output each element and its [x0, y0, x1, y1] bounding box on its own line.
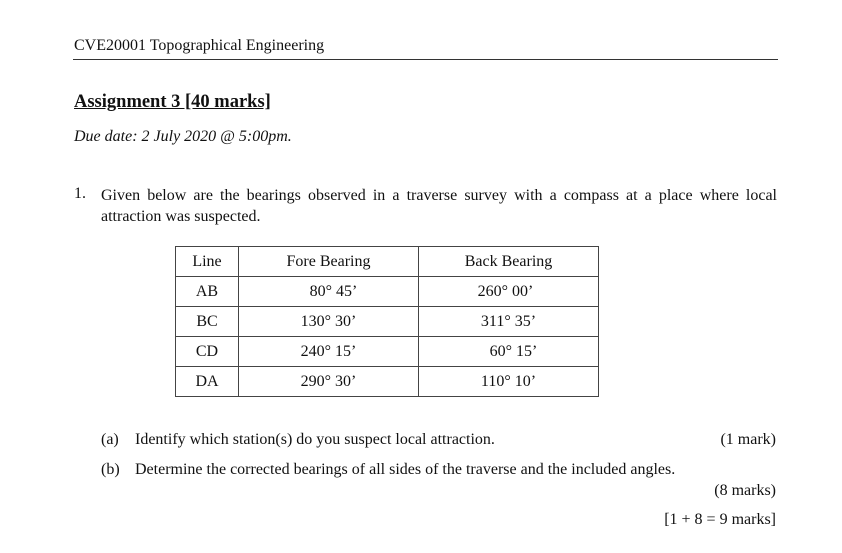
- bearing-table: [175, 246, 599, 397]
- line-cell: DA: [176, 367, 239, 397]
- back-bearing-cell: 311° 35’: [419, 307, 599, 337]
- question-number: 1.: [74, 185, 86, 202]
- back-bearing-cell: 110° 10’: [419, 367, 599, 397]
- table-row: [176, 367, 599, 397]
- fore-bearing-cell: 290° 30’: [239, 367, 419, 397]
- table-row: [176, 277, 599, 307]
- header-fore-bearing: Fore Bearing: [239, 247, 419, 277]
- assignment-title: Assignment 3 [40 marks]: [74, 92, 271, 112]
- table-header-row: [176, 247, 599, 277]
- table-row: [176, 307, 599, 337]
- back-bearing-cell: 260° 00’: [419, 277, 599, 307]
- part-a-text: Identify which station(s) do you suspect local attraction.: [135, 431, 495, 448]
- header-back-bearing: Back Bearing: [419, 247, 599, 277]
- part-b-marks: (8 marks): [714, 482, 776, 499]
- header-rule: [73, 59, 778, 60]
- course-header: CVE20001 Topographical Engineering: [74, 37, 325, 54]
- part-b-label: (b): [101, 461, 120, 478]
- table-row: [176, 337, 599, 367]
- fore-bearing-cell: 240° 15’: [239, 337, 419, 367]
- back-bearing-cell: 60° 15’: [419, 337, 599, 367]
- fore-bearing-cell: 130° 30’: [239, 307, 419, 337]
- due-date: Due date: 2 July 2020 @ 5:00pm.: [74, 128, 292, 145]
- part-a-label: (a): [101, 431, 119, 448]
- fore-bearing-cell: 80° 45’: [239, 277, 419, 307]
- line-cell: CD: [176, 337, 239, 367]
- part-b-text: Determine the corrected bearings of all sides of the traverse and the included angles.: [135, 461, 676, 478]
- line-cell: AB: [176, 277, 239, 307]
- total-marks: [1 + 8 = 9 marks]: [664, 511, 776, 528]
- question-text: Given below are the bearings observed in a traverse survey with a compass at a place where local attraction was suspected.: [101, 187, 777, 225]
- part-a-marks: (1 mark): [720, 431, 776, 448]
- header-line: Line: [176, 247, 239, 277]
- line-cell: BC: [176, 307, 239, 337]
